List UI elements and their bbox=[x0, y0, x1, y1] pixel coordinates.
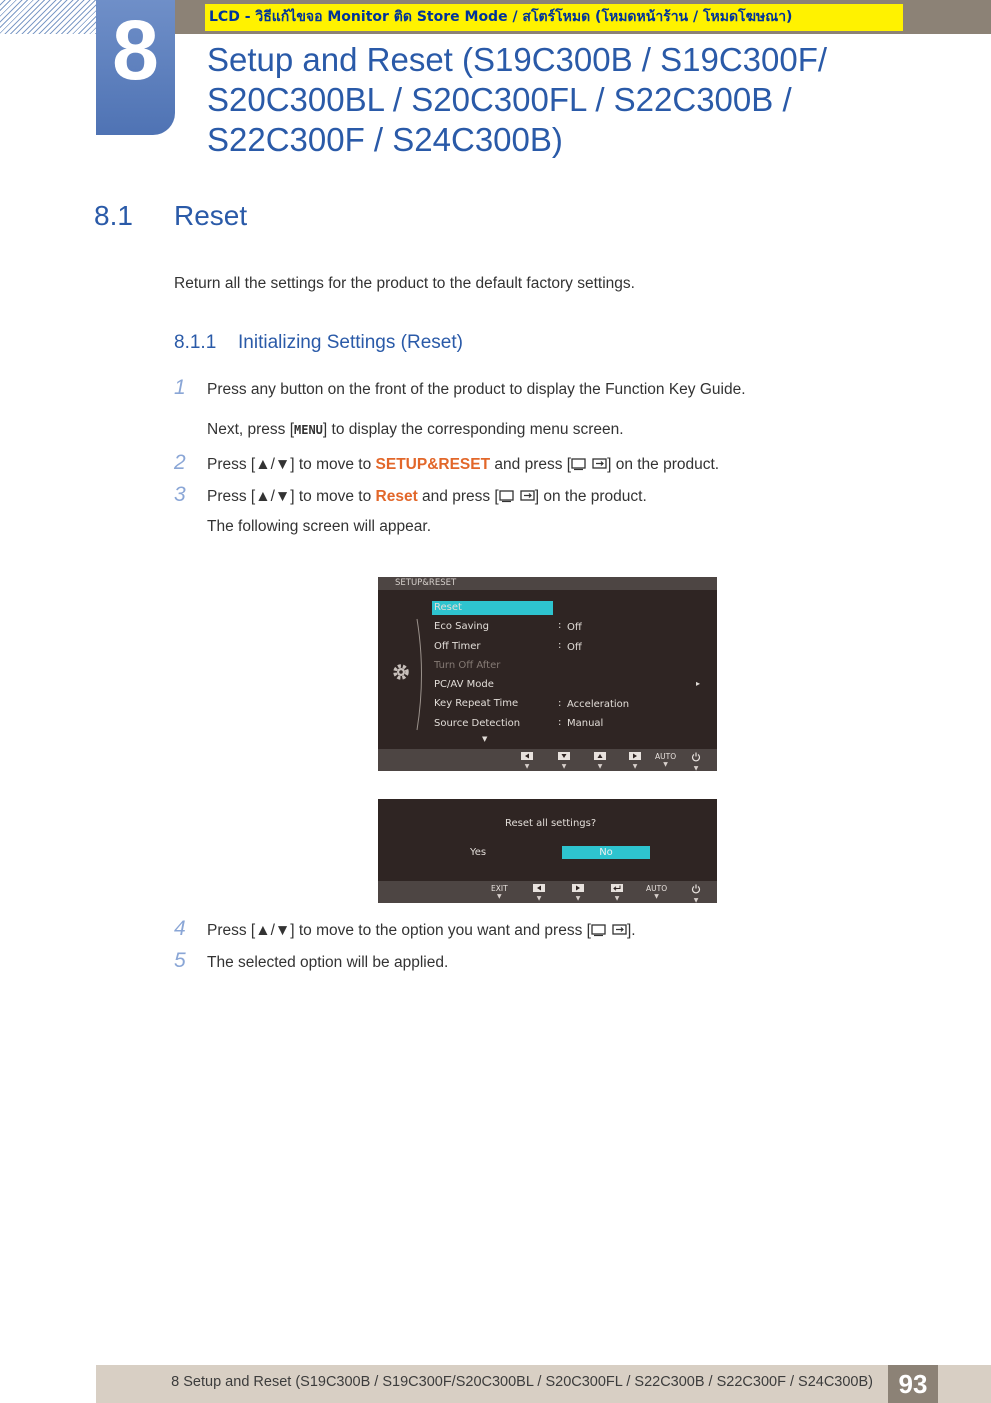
title-banner: LCD - วิธีแก้ไขจอ Monitor ติด Store Mode / สโตร์โหมด (โหมดหน้าร้าน / โหมดโฆษณา) bbox=[205, 4, 903, 31]
osd-setup-reset-menu bbox=[378, 577, 717, 771]
step-text: Press [▲/▼] to move to SETUP&RESET and press [ ] on the product. bbox=[207, 456, 720, 473]
osd-colon: : bbox=[558, 620, 562, 631]
up-button-icon[interactable]: ▼ bbox=[594, 752, 606, 770]
osd-value-off-timer: Off bbox=[567, 642, 582, 653]
step-text: Press [▲/▼] to move to the option you want and press [ ]. bbox=[207, 922, 636, 939]
section-title: Reset bbox=[174, 200, 248, 231]
right-button-icon[interactable]: ▼ bbox=[572, 884, 584, 902]
right-button-icon[interactable]: ▼ bbox=[629, 752, 641, 770]
highlight-reset: Reset bbox=[375, 488, 418, 505]
section-number: 8.1 bbox=[94, 200, 133, 231]
enter-button-icon[interactable]: ▼ bbox=[611, 884, 623, 902]
osd-item-pc-av-mode[interactable]: PC/AV Mode bbox=[434, 679, 494, 690]
osd-value-source-detection: Manual bbox=[567, 718, 604, 729]
step-text: The selected option will be applied. bbox=[207, 954, 449, 971]
osd-reset-dialog bbox=[378, 799, 717, 903]
down-button-icon[interactable]: ▼ bbox=[558, 752, 570, 770]
corner-hatch bbox=[0, 0, 96, 34]
footer-text: 8 Setup and Reset (S19C300B / S19C300F/S20C300BL / S20C300FL / S22C300B / S22C300F / S24C300B) bbox=[171, 1374, 873, 1390]
osd-item-off-timer[interactable]: Off Timer bbox=[434, 641, 481, 652]
step-number: 1 bbox=[174, 376, 186, 399]
menu-key: MENU bbox=[294, 423, 323, 437]
osd-item-reset[interactable]: Reset bbox=[434, 602, 462, 613]
step-number: 4 bbox=[174, 917, 186, 940]
page-footer bbox=[96, 1365, 991, 1403]
chapter-title-line: Setup and Reset (S19C300B / S19C300F/ bbox=[207, 41, 828, 78]
step-text: Press any button on the front of the product to display the Function Key Guide. bbox=[207, 381, 746, 398]
menu-curve-divider bbox=[414, 617, 426, 732]
osd-colon: : bbox=[558, 698, 562, 709]
left-button-icon[interactable]: ▼ bbox=[521, 752, 533, 770]
osd-item-key-repeat-time[interactable]: Key Repeat Time bbox=[434, 698, 519, 709]
gear-icon bbox=[390, 661, 412, 683]
left-button-icon[interactable]: ▼ bbox=[533, 884, 545, 902]
osd-item-eco-saving[interactable]: Eco Saving bbox=[434, 621, 489, 632]
up-down-arrows-icon: ▲/▼ bbox=[255, 488, 291, 505]
subsection-number: 8.1.1 bbox=[174, 332, 217, 353]
osd-item-turn-off-after: Turn Off After bbox=[434, 660, 501, 671]
step-number: 3 bbox=[174, 483, 186, 506]
dialog-question: Reset all settings? bbox=[505, 818, 597, 829]
intro-text: Return all the settings for the product to the default factory settings. bbox=[174, 275, 635, 292]
step-number: 2 bbox=[174, 451, 186, 474]
osd-value-key-repeat-time: Acceleration bbox=[567, 699, 630, 710]
scroll-down-icon: ▼ bbox=[482, 735, 488, 743]
osd-dialog-footer bbox=[378, 881, 717, 903]
power-button-icon[interactable]: ▼ bbox=[691, 752, 701, 771]
page-number: 93 bbox=[888, 1365, 938, 1403]
submenu-arrow-icon: ▸ bbox=[696, 679, 701, 688]
chapter-number-tab: 8 bbox=[96, 0, 175, 135]
auto-button[interactable]: AUTO ▼ bbox=[655, 752, 677, 768]
osd-function-footer bbox=[378, 749, 717, 771]
dialog-yes-option[interactable]: Yes bbox=[470, 847, 487, 858]
chapter-title-line: S22C300F / S24C300B) bbox=[207, 121, 563, 158]
auto-button[interactable]: AUTO ▼ bbox=[646, 884, 668, 900]
enter-source-icon bbox=[499, 488, 535, 503]
power-button-icon[interactable]: ▼ bbox=[691, 884, 701, 903]
step-text: The following screen will appear. bbox=[207, 518, 432, 535]
step-number: 5 bbox=[174, 949, 186, 972]
up-down-arrows-icon: ▲/▼ bbox=[255, 922, 291, 939]
osd-item-source-detection[interactable]: Source Detection bbox=[434, 718, 521, 729]
chapter-title-line: S20C300BL / S20C300FL / S22C300B / bbox=[207, 81, 792, 118]
chapter-title bbox=[207, 40, 947, 160]
osd-colon: : bbox=[558, 640, 562, 651]
exit-button[interactable]: EXIT ▼ bbox=[491, 884, 508, 900]
up-down-arrows-icon: ▲/▼ bbox=[255, 456, 291, 473]
osd-header: SETUP&RESET bbox=[378, 577, 717, 590]
osd-colon: : bbox=[558, 717, 562, 728]
section-heading bbox=[94, 200, 248, 232]
subsection-heading bbox=[174, 332, 463, 354]
enter-source-icon bbox=[591, 922, 627, 937]
osd-value-eco-saving: Off bbox=[567, 622, 582, 633]
step-text: Next, press [MENU] to display the corresponding menu screen. bbox=[207, 421, 624, 438]
enter-source-icon bbox=[571, 456, 607, 471]
step-text: Press [▲/▼] to move to Reset and press [ ] on the product. bbox=[207, 488, 647, 505]
highlight-setup-reset: SETUP&RESET bbox=[375, 456, 491, 473]
subsection-title: Initializing Settings (Reset) bbox=[238, 332, 463, 353]
dialog-no-option[interactable]: No bbox=[562, 846, 650, 859]
